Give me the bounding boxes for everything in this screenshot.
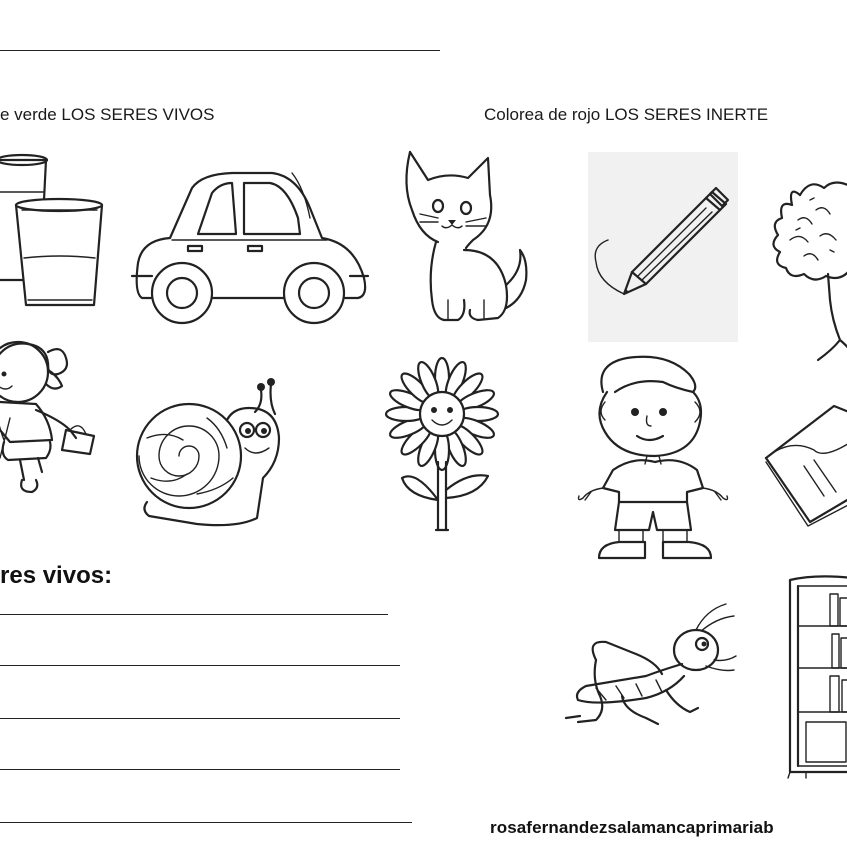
book-image: [764, 400, 847, 530]
boy-image: [575, 352, 735, 564]
instruction-right: Colorea de rojo LOS SERES INERTE: [484, 105, 769, 124]
pencil-image: [588, 152, 738, 342]
footer-url: rosafernandezsalamancaprimariab: [490, 818, 774, 837]
writing-line[interactable]: [0, 665, 400, 666]
list-heading: res vivos:: [0, 562, 113, 589]
glasses-of-water-image: [0, 150, 110, 310]
name-line[interactable]: [0, 50, 440, 51]
writing-line[interactable]: [0, 614, 388, 615]
instruction-left: e verde LOS SERES VIVOS: [0, 105, 215, 124]
cat-image: [398, 150, 533, 325]
writing-line[interactable]: [0, 769, 400, 770]
tree-image: [770, 170, 847, 370]
writing-line[interactable]: [0, 718, 400, 719]
grasshopper-image: [566, 600, 738, 730]
girl-image: [0, 330, 100, 495]
writing-line[interactable]: [0, 822, 412, 823]
bookcase-image: [786, 572, 847, 778]
car-image: [132, 168, 370, 333]
flower-image: [378, 350, 506, 532]
snail-image: [137, 378, 299, 530]
